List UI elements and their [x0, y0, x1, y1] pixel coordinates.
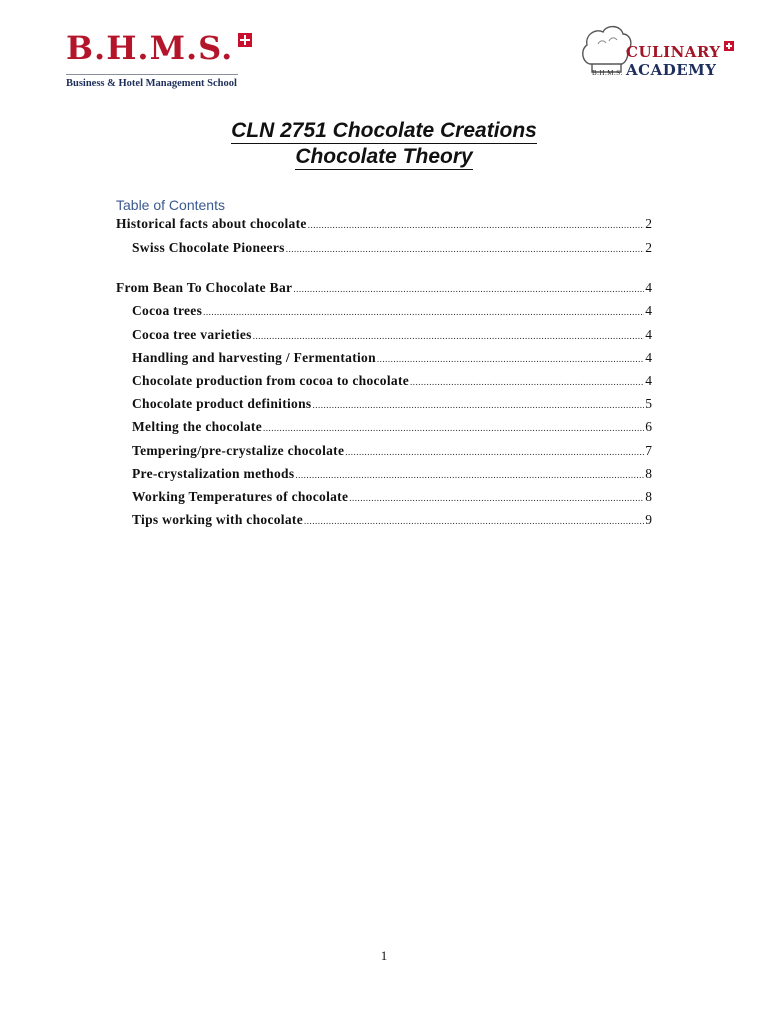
toc-leader	[253, 331, 645, 341]
toc-entry[interactable]	[116, 216, 652, 238]
toc-entry-title: Chocolate production from cocoa to chocolate	[132, 373, 410, 388]
toc-leader	[286, 244, 645, 254]
toc-leader	[304, 516, 644, 526]
toc-leader	[377, 354, 644, 364]
toc-entry-title: Tempering/pre-crystalize chocolate	[132, 443, 345, 458]
logo-divider	[66, 74, 238, 75]
toc-leader	[308, 220, 645, 230]
toc-entry-page: 8	[645, 466, 652, 481]
toc-entry[interactable]	[132, 327, 652, 349]
toc-entry-page: 4	[645, 350, 652, 365]
toc-entry-title: Historical facts about chocolate	[116, 216, 307, 231]
toc-entry[interactable]	[132, 240, 652, 262]
toc-entry[interactable]	[132, 512, 652, 534]
toc-entry[interactable]	[132, 373, 652, 395]
swiss-cross-icon	[238, 33, 252, 47]
academy-text: ACADEMY	[626, 61, 717, 79]
toc-entry-page: 2	[645, 240, 652, 255]
toc-entry-page: 4	[645, 327, 652, 342]
toc-entry[interactable]	[132, 303, 652, 325]
bhms-wordmark: B.H.M.S.	[66, 29, 234, 67]
swiss-cross-icon	[724, 41, 734, 51]
toc-entry[interactable]	[132, 350, 652, 372]
toc-entry-page: 4	[645, 373, 652, 388]
toc-entry[interactable]	[132, 489, 652, 511]
toc-entry-title: Handling and harvesting / Fermentation	[132, 350, 376, 365]
toc-entry-title: Melting the chocolate	[132, 419, 263, 434]
toc-entry[interactable]	[116, 280, 652, 302]
small-bhms-text: B.H.M.S.	[592, 69, 623, 77]
toc-entry-page: 7	[645, 443, 652, 458]
toc-entry[interactable]	[132, 419, 652, 441]
toc-entry-page: 5	[645, 396, 652, 411]
toc-entry-title: Cocoa tree varieties	[132, 327, 252, 342]
toc-heading: Table of Contents	[116, 197, 225, 213]
toc-entry-title: Tips working with chocolate	[132, 512, 303, 527]
toc-entry-title: Swiss Chocolate Pioneers	[132, 240, 285, 255]
toc-entry-page: 8	[645, 489, 652, 504]
toc-entry-page: 9	[645, 512, 652, 527]
toc-entry-title: Pre-crystalization methods	[132, 466, 295, 481]
culinary-text: CULINARY	[626, 43, 721, 61]
toc-leader	[263, 423, 644, 433]
toc-leader	[312, 400, 644, 410]
title-line-1: CLN 2751 Chocolate Creations	[231, 119, 537, 142]
culinary-academy-logo	[578, 22, 738, 84]
title-line-2: Chocolate Theory	[295, 145, 473, 168]
bhms-subtitle: Business & Hotel Management School	[66, 78, 237, 89]
toc-entry-page: 2	[645, 216, 652, 231]
bhms-logo	[66, 30, 256, 92]
page-number: 1	[380, 948, 388, 963]
document-title	[0, 118, 768, 170]
toc-leader	[345, 447, 644, 457]
toc-entry-title: Cocoa trees	[132, 303, 203, 318]
toc-leader	[293, 284, 644, 294]
toc-entry[interactable]	[132, 443, 652, 465]
toc-entry-title: From Bean To Chocolate Bar	[116, 280, 293, 295]
toc-entry[interactable]	[132, 466, 652, 488]
toc-entry-page: 4	[645, 303, 652, 318]
toc-entry[interactable]	[132, 396, 652, 418]
toc-entry-title: Chocolate product definitions	[132, 396, 312, 411]
toc-leader	[410, 377, 644, 387]
toc-leader	[295, 470, 644, 480]
toc-entry-title: Working Temperatures of chocolate	[132, 489, 349, 504]
toc-entry-page: 6	[645, 419, 652, 434]
toc-leader	[349, 493, 644, 503]
toc-entry-page: 4	[645, 280, 652, 295]
toc-leader	[203, 307, 644, 317]
